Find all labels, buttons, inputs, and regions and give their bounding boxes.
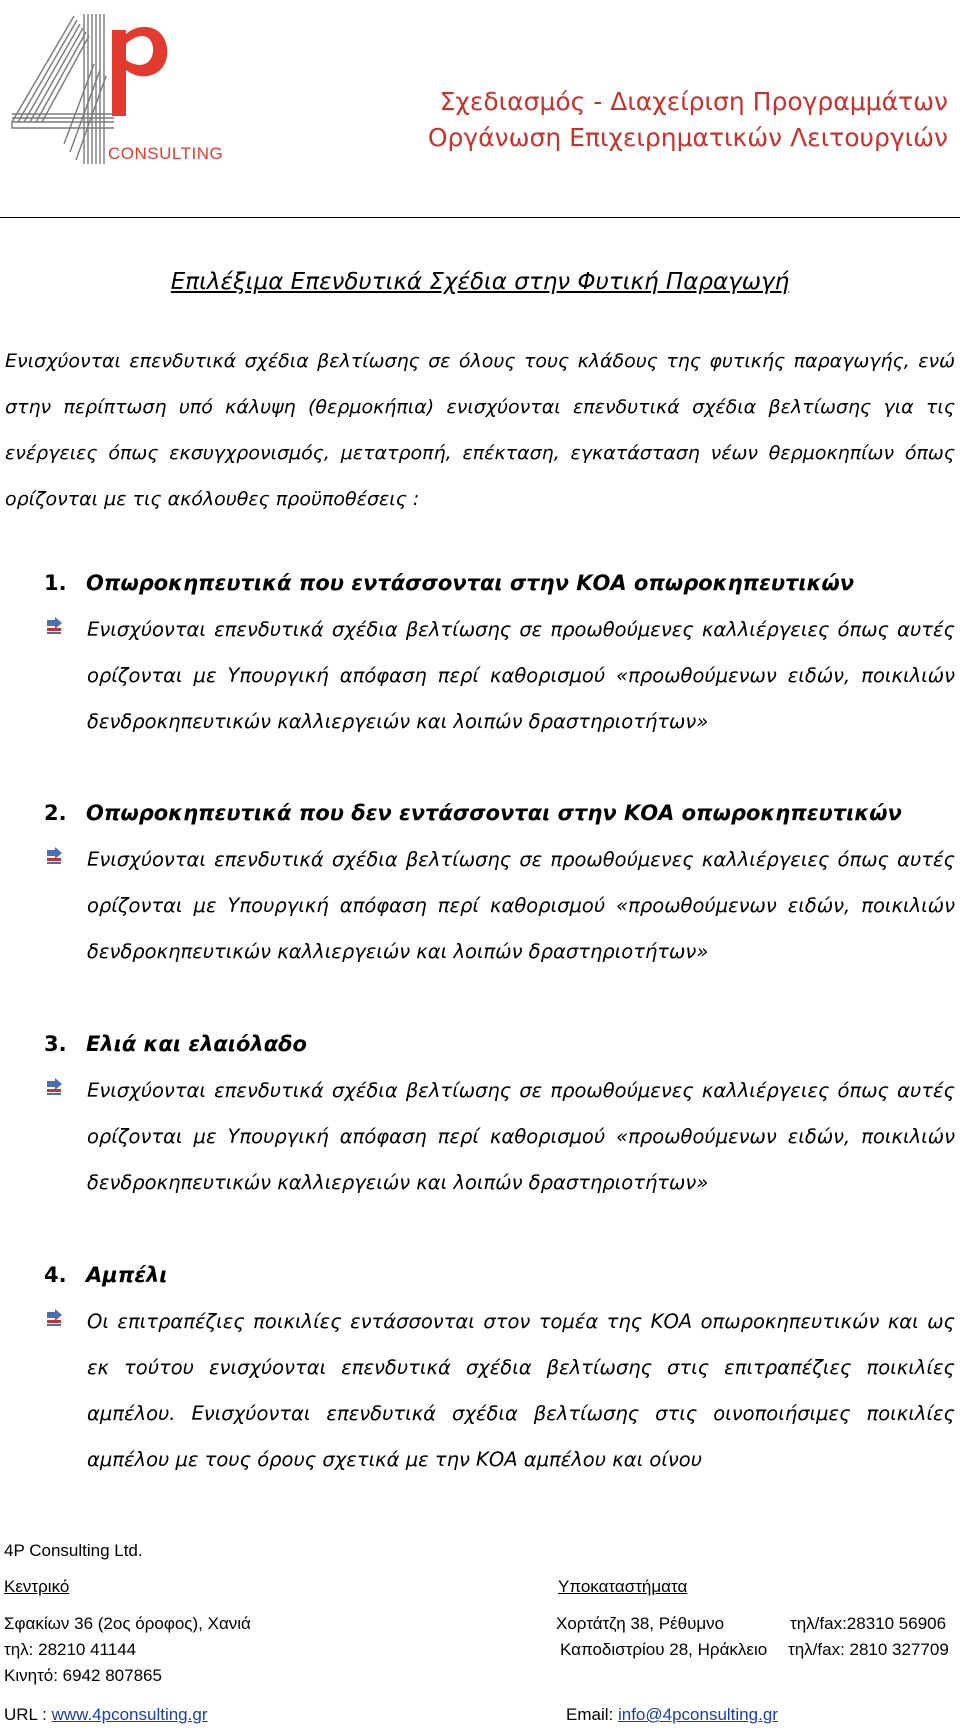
intro-paragraph: Ενισχύονται επενδυτικά σχέδια βελτίωσης σε όλους τους κλάδους της φυτικής παραγωγής, ενώ στην περίπτωση υπό κάλυψη (θερμοκήπια) ενισχύονται επενδυτικά σχέδια βελτίωσης για τις ενέργειες όπως εκσυγχρονισμός, μετατροπή, επέκταση, εγκατάσταση νέων θερμοκηπίων όπως ορίζονται με τις ακόλουθες προϋποθέσεις : [5,350,955,510]
tagline-line-1: Σχεδιασμός - Διαχείριση Προγραμμάτων [439,87,948,116]
section-heading [44,1257,167,1293]
footer-branch2-phone: τηλ/fax: 2810 327709 [788,1640,949,1659]
website-link[interactable]: www.4pconsulting.gr [51,1705,208,1724]
email-link[interactable]: info@4pconsulting.gr [617,1705,778,1724]
footer-url-row [4,1704,207,1726]
section-heading [44,795,902,831]
footer-url-label: URL : [4,1705,47,1724]
section-body: Οι επιτραπέζιες ποικιλίες εντάσσονται στον τομέα της ΚΟΑ οπωροκηπευτικών και ως εκ τούτου ενισχύονται επενδυτικά σχέδια βελτίωσης στις επιτραπέζιες ποικιλίες αμπέλου. Ενισχύονται επενδυτικά σχέδια βελτίωσης στις οινοποιήσιμες ποικιλίες αμπέλου με τους όρους σχετικά με την ΚΟΑ αμπέλου και οίνου [87,1310,955,1471]
footer-hq-label: Κεντρικό [4,1577,70,1596]
section-heading [44,565,854,601]
arrow-bullet-icon [46,1309,64,1327]
footer-branches-label: Υποκαταστήματα [558,1577,688,1596]
section-number: 3. [44,1032,67,1056]
section-title: Οπωροκηπευτικά που εντάσσονται στην ΚΟΑ οπωροκηπευτικών [86,571,855,595]
section-number: 2. [44,801,67,825]
tagline-line-2: Οργάνωση Επιχειρηματικών Λειτουργιών [427,123,948,152]
document-title: Επιλέξιμα Επενδυτικά Σχέδια στην Φυτική Παραγωγή [170,269,790,295]
header-divider [0,217,960,218]
arrow-bullet-icon [46,847,64,865]
footer-email-row [566,1704,778,1726]
page-footer [0,1540,960,1735]
section-number: 4. [44,1263,67,1287]
footer-company: 4P Consulting Ltd. [4,1541,143,1560]
arrow-bullet-icon [46,1078,64,1096]
section-body: Ενισχύονται επενδυτικά σχέδια βελτίωσης σε προωθούμενες καλλιέργειες όπως αυτές ορίζονται με Υπουργική απόφαση περί καθορισμού «προωθούμενων ειδών, ποικιλιών δενδροκηπευτικών καλλιεργειών και λοιπών δραστηριοτήτων» [87,618,955,733]
footer-branch1-phone: τηλ/fax:28310 56906 [790,1614,947,1633]
section-title: Οπωροκηπευτικά που δεν εντάσσονται στην ΚΟΑ οπωροκηπευτικών [86,801,902,825]
footer-hq-phone: τηλ: 28210 41144 [4,1640,137,1659]
section-body: Ενισχύονται επενδυτικά σχέδια βελτίωσης σε προωθούμενες καλλιέργειες όπως αυτές ορίζονται με Υπουργική απόφαση περί καθορισμού «προωθούμενων ειδών, ποικιλιών δενδροκηπευτικών καλλιεργειών και λοιπών δραστηριοτήτων» [87,1079,955,1194]
arrow-bullet-icon [46,617,64,635]
section-heading [44,1026,307,1062]
company-tagline [428,84,948,156]
section-title: Ελιά και ελαιόλαδο [86,1032,307,1056]
footer-branch1-address: Χορτάτζη 38, Ρέθυμνο [556,1614,725,1633]
company-logo [4,4,224,176]
footer-email-label: Email: [566,1705,614,1724]
footer-hq-address: Σφακίων 36 (2ος όροφος), Χανιά [4,1614,251,1633]
footer-branch2-address: Καποδιστρίου 28, Ηράκλειο [560,1640,768,1659]
section-title: Αμπέλι [86,1263,168,1287]
logo-wordmark: CONSULTING [108,144,224,163]
footer-hq-mobile: Κινητό: 6942 807865 [4,1666,162,1685]
section-number: 1. [44,571,67,595]
section-body: Ενισχύονται επενδυτικά σχέδια βελτίωσης σε προωθούμενες καλλιέργειες όπως αυτές ορίζονται με Υπουργική απόφαση περί καθορισμού «προωθούμενων ειδών, ποικιλιών δενδροκηπευτικών καλλιεργειών και λοιπών δραστηριοτήτων» [87,848,955,963]
